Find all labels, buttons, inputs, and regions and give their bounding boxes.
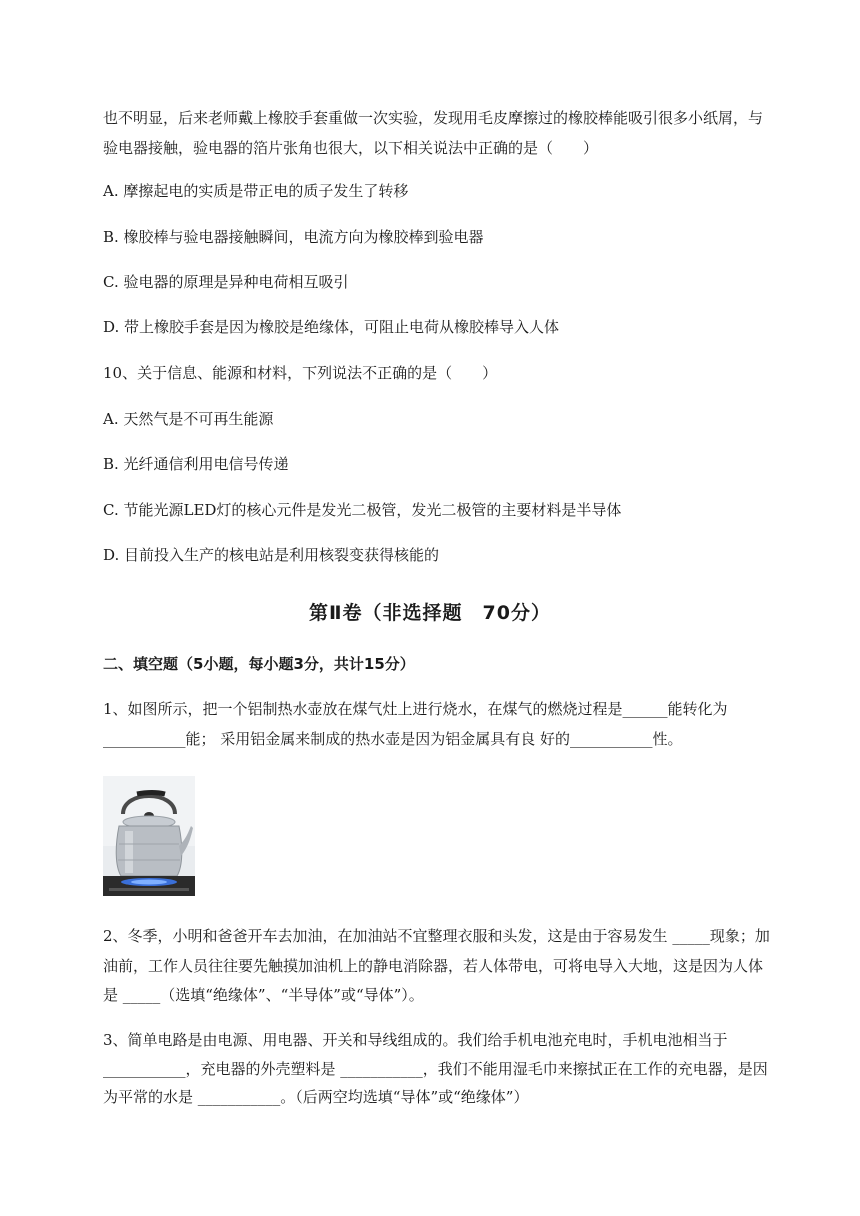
fill2-line-2: 油前，工作人员往往要先触摸加油机上的静电消除器，若人体带电，可将电导入大地，这是因为人体: [103, 957, 764, 975]
q9-option-b: B. 橡胶棒与验电器接触瞬间，电流方向为橡胶棒到验电器: [103, 228, 484, 246]
q9-stem-line-1: 也不明显，后来老师戴上橡胶手套重做一次实验，发现用毛皮摩擦过的橡胶棒能吸引很多小纸屑，与: [103, 109, 764, 127]
fill2-line-1: 2、冬季，小明和爸爸开车去加油，在加油站不宜整理衣服和头发，这是由于容易发生 _____现象；加: [103, 927, 770, 945]
fill2-line-3: 是 _____（选填“绝缘体”、“半导体”或“导体”）。: [103, 986, 424, 1004]
part2-title: 第Ⅱ卷（非选择题 70分）: [309, 602, 551, 624]
fill1-line-2: ___________能； 采用铝金属来制成的热水壶是因为铝金属具有良 好的___________性。: [103, 730, 683, 748]
q10-option-b: B. 光纤通信利用电信号传递: [103, 455, 289, 473]
q9-option-d: D. 带上橡胶手套是因为橡胶是绝缘体，可阻止电荷从橡胶棒导入人体: [103, 318, 560, 336]
section-heading: 二、填空题（5小题，每小题3分，共计15分）: [103, 655, 415, 673]
q10-option-a: A. 天然气是不可再生能源: [103, 410, 274, 428]
q9-option-a: A. 摩擦起电的实质是带正电的质子发生了转移: [103, 182, 409, 200]
q9-option-c: C. 验电器的原理是异种电荷相互吸引: [103, 273, 349, 291]
fill3-line-1: 3、简单电路是由电源、用电器、开关和导线组成的。我们给手机电池充电时，手机电池相当于: [103, 1031, 728, 1049]
fill3-line-2: ___________，充电器的外壳塑料是 ___________，我们不能用湿毛巾来擦拭正在工作的充电器，是因: [103, 1060, 768, 1078]
q10-stem: 10、关于信息、能源和材料，下列说法不正确的是（ ）: [103, 364, 498, 382]
q9-stem-line-2: 验电器接触，验电器的箔片张角也很大，以下相关说法中正确的是（ ）: [103, 139, 599, 157]
q10-option-c: C. 节能光源LED灯的核心元件是发光二极管，发光二极管的主要材料是半导体: [103, 501, 622, 519]
q10-option-d: D. 目前投入生产的核电站是利用核裂变获得核能的: [103, 546, 440, 564]
fill3-line-3: 为平常的水是 ___________。（后两空均选填“导体”或“绝缘体”）: [103, 1088, 529, 1106]
fill1-line-1: 1、如图所示，把一个铝制热水壶放在煤气灶上进行烧水，在煤气的燃烧过程是______能转化为: [103, 700, 728, 718]
kettle-on-stove-image: [103, 776, 195, 896]
